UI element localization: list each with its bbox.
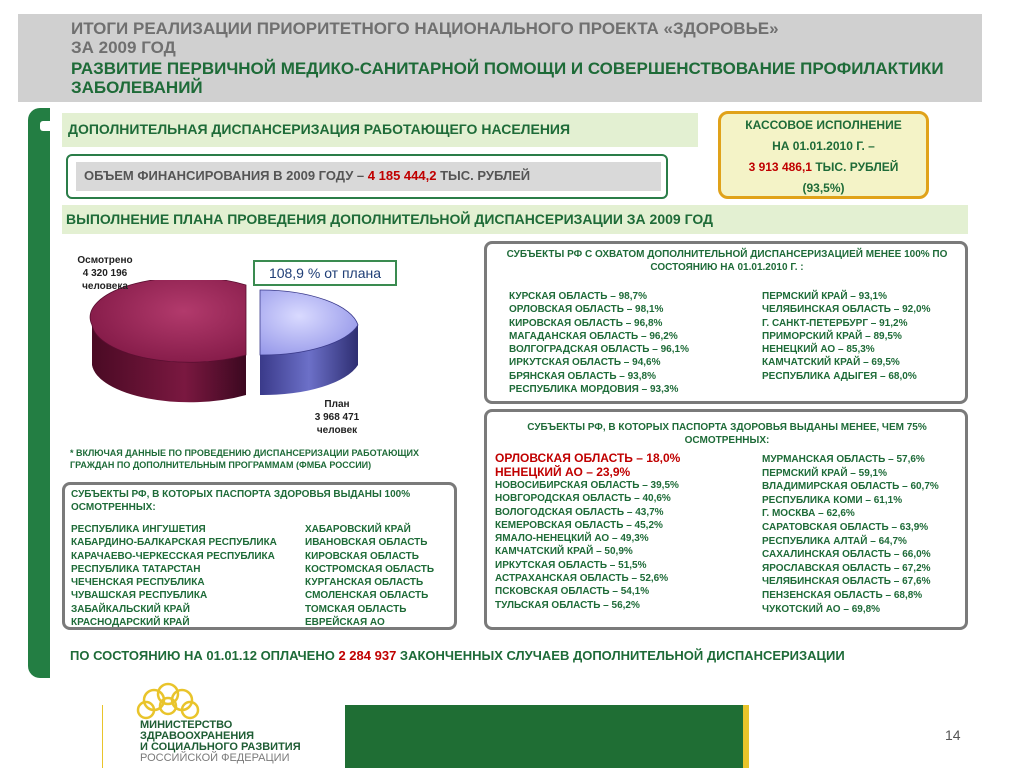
pie-label-plan-name: План <box>324 399 350 410</box>
ministry-logo-text <box>140 720 301 764</box>
list-item: ПСКОВСКАЯ ОБЛАСТЬ – 54,1% <box>495 586 650 598</box>
list-item: КЕМЕРОВСКАЯ ОБЛАСТЬ – 45,2% <box>495 519 663 531</box>
list-item: КАРАЧАЕВО-ЧЕРКЕССКАЯ РЕСПУБЛИКА <box>71 550 275 562</box>
list-item: НОВОСИБИРСКАЯ ОБЛАСТЬ – 39,5% <box>495 480 679 491</box>
logo-line: ЗДРАВООХРАНЕНИЯ <box>140 730 255 742</box>
box-passports-100 <box>62 482 457 630</box>
list-item: КОСТРОМСКАЯ ОБЛАСТЬ <box>305 563 435 575</box>
box1-right-list <box>762 290 930 383</box>
pie-label-examined-value: 4 320 196 <box>82 268 128 279</box>
list-item: САХАЛИНСКАЯ ОБЛАСТЬ – 66,0% <box>762 549 931 561</box>
list-item: ЯРОСЛАВСКАЯ ОБЛАСТЬ – 67,2% <box>762 562 931 574</box>
ministry-emblem-icon <box>132 680 204 720</box>
pie-label-plan-unit: человек <box>316 425 358 436</box>
cash-line2: НА 01.01.2010 Г. – <box>772 139 875 153</box>
page-number: 14 <box>945 727 961 743</box>
footer-green-bar <box>345 705 743 768</box>
list-item: ЕВРЕЙСКАЯ АО <box>305 617 385 629</box>
list-item: МУРМАНСКАЯ ОБЛАСТЬ – 57,6% <box>762 454 925 465</box>
header-title: ИТОГИ РЕАЛИЗАЦИИ ПРИОРИТЕТНОГО НАЦИОНАЛЬНОГО ПРОЕКТА «ЗДОРОВЬЕ» <box>71 19 779 38</box>
cash-value: 3 913 486,1 <box>748 160 812 174</box>
list-item: РЕСПУБЛИКА МОРДОВИЯ – 93,3% <box>509 384 679 396</box>
pie-label-plan <box>292 398 382 437</box>
list-item: ОРЛОВСКАЯ ОБЛАСТЬ – 18,0% <box>495 451 681 465</box>
logo-line: РОССИЙСКОЙ ФЕДЕРАЦИИ <box>140 752 290 764</box>
list-item: БРЯНСКАЯ ОБЛАСТЬ – 93,8% <box>509 370 656 382</box>
list-item: РЕСПУБЛИКА КОМИ – 61,1% <box>762 494 903 506</box>
list-item: РЕСПУБЛИКА АЛТАЙ – 64,7% <box>762 535 907 547</box>
paid-cases-value: 2 284 937 <box>338 648 397 663</box>
financing-value: 4 185 444,2 <box>367 168 437 183</box>
plan-percent-box: 108,9 % от плана <box>253 260 397 286</box>
footer-divider <box>102 705 103 768</box>
cash-unit: ТЫС. РУБЛЕЙ <box>811 160 899 174</box>
box2-right-list <box>762 453 939 616</box>
logo-line: МИНИСТЕРСТВО <box>140 719 233 731</box>
section-title-plan: ВЫПОЛНЕНИЕ ПЛАНА ПРОВЕДЕНИЯ ДОПОЛНИТЕЛЬНОЙ ДИСПАНСЕРИЗАЦИИ ЗА 2009 ГОД <box>62 205 968 234</box>
paid-cases-suffix: ЗАКОНЧЕННЫХ СЛУЧАЕВ ДОПОЛНИТЕЛЬНОЙ ДИСПАНСЕРИЗАЦИИ <box>396 648 845 663</box>
list-item: КАМЧАТСКИЙ КРАЙ – 69,5% <box>762 357 900 369</box>
list-item: КРАСНОДАРСКИЙ КРАЙ <box>71 617 190 629</box>
list-item: ИРКУТСКАЯ ОБЛАСТЬ – 51,5% <box>495 559 647 571</box>
pie-label-examined-name: Осмотрено <box>77 255 133 266</box>
list-item: НОВГОРОДСКАЯ ОБЛАСТЬ – 40,6% <box>495 493 671 505</box>
cash-line3 <box>721 157 926 178</box>
box1-left-list <box>509 290 689 396</box>
list-item: КАБАРДИНО-БАЛКАРСКАЯ РЕСПУБЛИКА <box>71 537 277 549</box>
paid-cases-prefix: ПО СОСТОЯНИЮ НА 01.01.12 ОПЛАЧЕНО <box>70 648 339 663</box>
list-item: ВОЛГОГРАДСКАЯ ОБЛАСТЬ – 96,1% <box>509 344 689 356</box>
list-item: ПРИМОРСКИЙ КРАЙ – 89,5% <box>762 330 902 342</box>
list-item: КИРОВСКАЯ ОБЛАСТЬ – 96,8% <box>509 317 663 329</box>
side-accent-bar <box>28 108 50 678</box>
box1-title: СУБЪЕКТЫ РФ С ОХВАТОМ ДОПОЛНИТЕЛЬНОЙ ДИСПАНСЕРИЗАЦИЕЙ МЕНЕЕ 100% ПО СОСТОЯНИЮ НА 01.01.2010 Г. : <box>506 249 948 273</box>
side-bar-notch <box>40 121 62 131</box>
box3-title: СУБЪЕКТЫ РФ, В КОТОРЫХ ПАСПОРТА ЗДОРОВЬЯ ВЫДАНЫ 100% ОСМОТРЕННЫХ: <box>71 489 411 513</box>
list-item: МАГАДАНСКАЯ ОБЛАСТЬ – 96,2% <box>509 330 678 342</box>
list-item: ЯМАЛО-НЕНЕЦКИЙ АО – 49,3% <box>495 533 649 545</box>
list-item: САРАТОВСКАЯ ОБЛАСТЬ – 63,9% <box>762 521 929 533</box>
list-item: ВЛАДИМИРСКАЯ ОБЛАСТЬ – 60,7% <box>762 481 939 493</box>
list-item: ПЕРМСКИЙ КРАЙ – 59,1% <box>762 467 887 479</box>
box2-left-list <box>495 451 680 612</box>
footer-yellow-stripe <box>743 705 749 768</box>
box2-title: СУБЪЕКТЫ РФ, В КОТОРЫХ ПАСПОРТА ЗДОРОВЬЯ ВЫДАНЫ МЕНЕЕ, ЧЕМ 75% ОСМОТРЕННЫХ: <box>527 422 927 446</box>
list-item: ПЕРМСКИЙ КРАЙ – 93,1% <box>762 291 887 302</box>
footnote: * ВКЛЮЧАЯ ДАННЫЕ ПО ПРОВЕДЕНИЮ ДИСПАНСЕРИЗАЦИИ РАБОТАЮЩИХ ГРАЖДАН ПО ДОПОЛНИТЕЛЬНЫМ ПРОГРАММАМ (ФМБА РОССИИ) <box>70 448 419 470</box>
list-item: НЕНЕЦКИЙ АО – 85,3% <box>762 344 875 356</box>
list-item: АСТРАХАНСКАЯ ОБЛАСТЬ – 52,6% <box>495 573 669 585</box>
logo-line: И СОЦИАЛЬНОГО РАЗВИТИЯ <box>140 741 301 753</box>
list-item: РЕСПУБЛИКА АДЫГЕЯ – 68,0% <box>762 370 917 382</box>
list-item: ЧУВАШСКАЯ РЕСПУБЛИКА <box>71 590 208 602</box>
list-item: ОРЛОВСКАЯ ОБЛАСТЬ – 98,1% <box>509 304 664 316</box>
pie-label-examined-unit: человека <box>82 281 128 292</box>
paid-cases-summary <box>70 648 845 663</box>
header-subtitle: РАЗВИТИЕ ПЕРВИЧНОЙ МЕДИКО-САНИТАРНОЙ ПОМОЩИ И СОВЕРШЕНСТВОВАНИЕ ПРОФИЛАКТИКИ ЗАБОЛЕВАНИЙ <box>71 59 944 97</box>
list-item: НЕНЕЦКИЙ АО – 23,9% <box>495 465 631 479</box>
pie-label-examined <box>60 254 150 293</box>
list-item: СМОЛЕНСКАЯ ОБЛАСТЬ <box>305 590 429 602</box>
list-item: ХАБАРОВСКИЙ КРАЙ <box>305 524 411 535</box>
list-item: КУРСКАЯ ОБЛАСТЬ – 98,7% <box>509 291 647 302</box>
box3-left-list <box>71 523 277 629</box>
list-item: КАМЧАТСКИЙ КРАЙ – 50,9% <box>495 546 633 558</box>
list-item: ЧЕЛЯБИНСКАЯ ОБЛАСТЬ – 92,0% <box>762 304 931 316</box>
list-item: РЕСПУБЛИКА ТАТАРСТАН <box>71 563 201 575</box>
box3-right-list <box>305 523 434 629</box>
list-item: КИРОВСКАЯ ОБЛАСТЬ <box>305 550 419 562</box>
list-item: ЗАБАЙКАЛЬСКИЙ КРАЙ <box>71 603 190 615</box>
list-item: ЧЕЧЕНСКАЯ РЕСПУБЛИКА <box>71 577 205 589</box>
list-item: ВОЛОГОДСКАЯ ОБЛАСТЬ – 43,7% <box>495 506 664 518</box>
list-item: Г. МОСКВА – 62,6% <box>762 508 855 520</box>
list-item: КУРГАНСКАЯ ОБЛАСТЬ <box>305 577 424 589</box>
list-item: ТУЛЬСКАЯ ОБЛАСТЬ – 56,2% <box>495 599 640 611</box>
cash-execution-box <box>718 111 929 199</box>
list-item: ЧЕЛЯБИНСКАЯ ОБЛАСТЬ – 67,6% <box>762 576 931 588</box>
list-item: ПЕНЗЕНСКАЯ ОБЛАСТЬ – 68,8% <box>762 589 923 601</box>
box-coverage-under-100 <box>484 241 968 404</box>
list-item: ТОМСКАЯ ОБЛАСТЬ <box>305 603 407 615</box>
list-item: РЕСПУБЛИКА ИНГУШЕТИЯ <box>71 524 206 535</box>
cash-line1: КАССОВОЕ ИСПОЛНЕНИЕ <box>745 118 902 132</box>
cash-percent: (93,5%) <box>802 181 845 195</box>
section-title-dispensary: ДОПОЛНИТЕЛЬНАЯ ДИСПАНСЕРИЗАЦИЯ РАБОТАЮЩЕГО НАСЕЛЕНИЯ <box>62 113 698 147</box>
box-passports-under-75 <box>484 409 968 630</box>
financing-suffix: ТЫС. РУБЛЕЙ <box>436 168 531 183</box>
header <box>18 14 982 102</box>
list-item: Г. САНКТ-ПЕТЕРБУРГ – 91,2% <box>762 317 908 329</box>
pie-label-plan-value: 3 968 471 <box>314 412 360 423</box>
list-item: ИРКУТСКАЯ ОБЛАСТЬ – 94,6% <box>509 357 661 369</box>
list-item: ИВАНОВСКАЯ ОБЛАСТЬ <box>305 537 428 549</box>
financing-text <box>76 162 661 191</box>
financing-prefix: ОБЪЕМ ФИНАНСИРОВАНИЯ В 2009 ГОДУ – <box>84 168 368 183</box>
header-year: ЗА 2009 ГОД <box>71 38 176 57</box>
list-item: ЧУКОТСКИЙ АО – 69,8% <box>762 603 881 615</box>
